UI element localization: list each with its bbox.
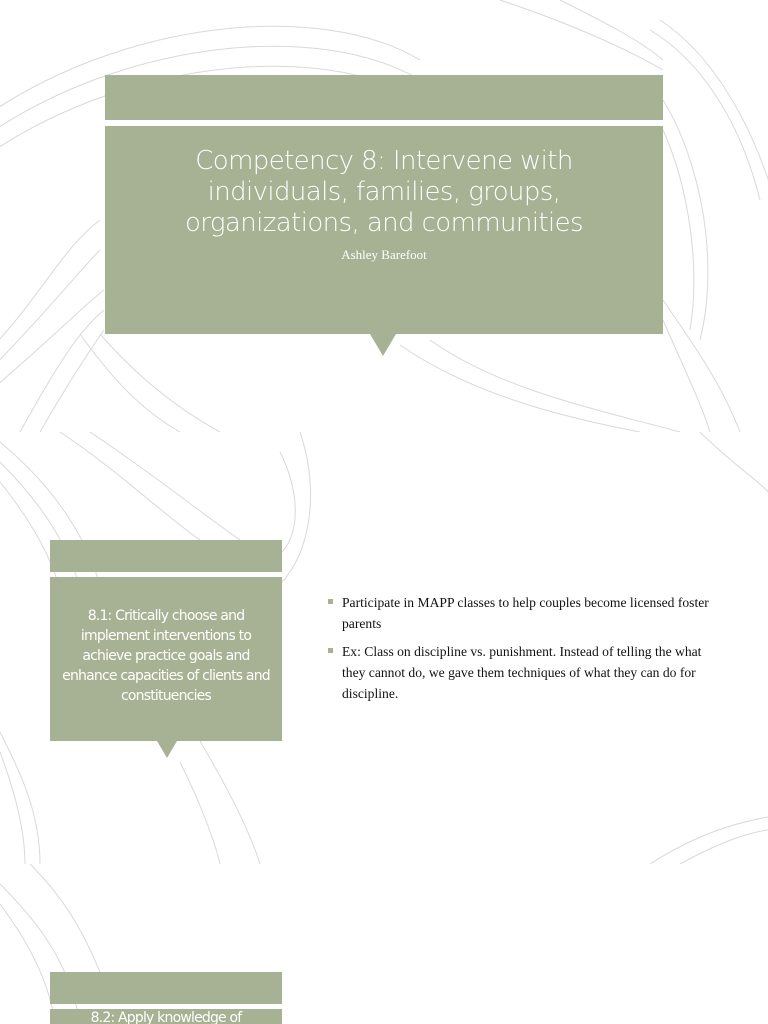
square-bullet-icon [328,648,333,653]
bullet-list [328,592,723,711]
bullet-text: Participate in MAPP classes to help couples become licensed foster parents [342,595,709,631]
section-box-pointer [157,741,177,758]
bullet-item [328,641,723,704]
slide-1 [0,0,768,432]
bullet-item [328,592,723,634]
title-top-bar [105,75,663,120]
slide-2 [0,432,768,864]
slide-subtitle-author: Ashley Barefoot [341,247,427,262]
slide-3 [0,864,768,1024]
section-top-bar [50,972,282,1004]
title-box-pointer [370,334,396,356]
section-heading: 8.1: Critically choose and implement interventions to achieve practice goals and enhance capacities of clients and constituencies [62,608,270,704]
section-top-bar [50,540,282,572]
section-heading: 8.2: Apply knowledge of [90,1010,242,1024]
square-bullet-icon [328,599,333,604]
slide-title: Competency 8: Intervene with individuals, families, groups, organizations, and communities [184,146,583,238]
bullet-text: Ex: Class on discipline vs. punishment. Instead of telling the what they cannot do, we gave them techniques of what they can do for discipline. [342,644,702,701]
